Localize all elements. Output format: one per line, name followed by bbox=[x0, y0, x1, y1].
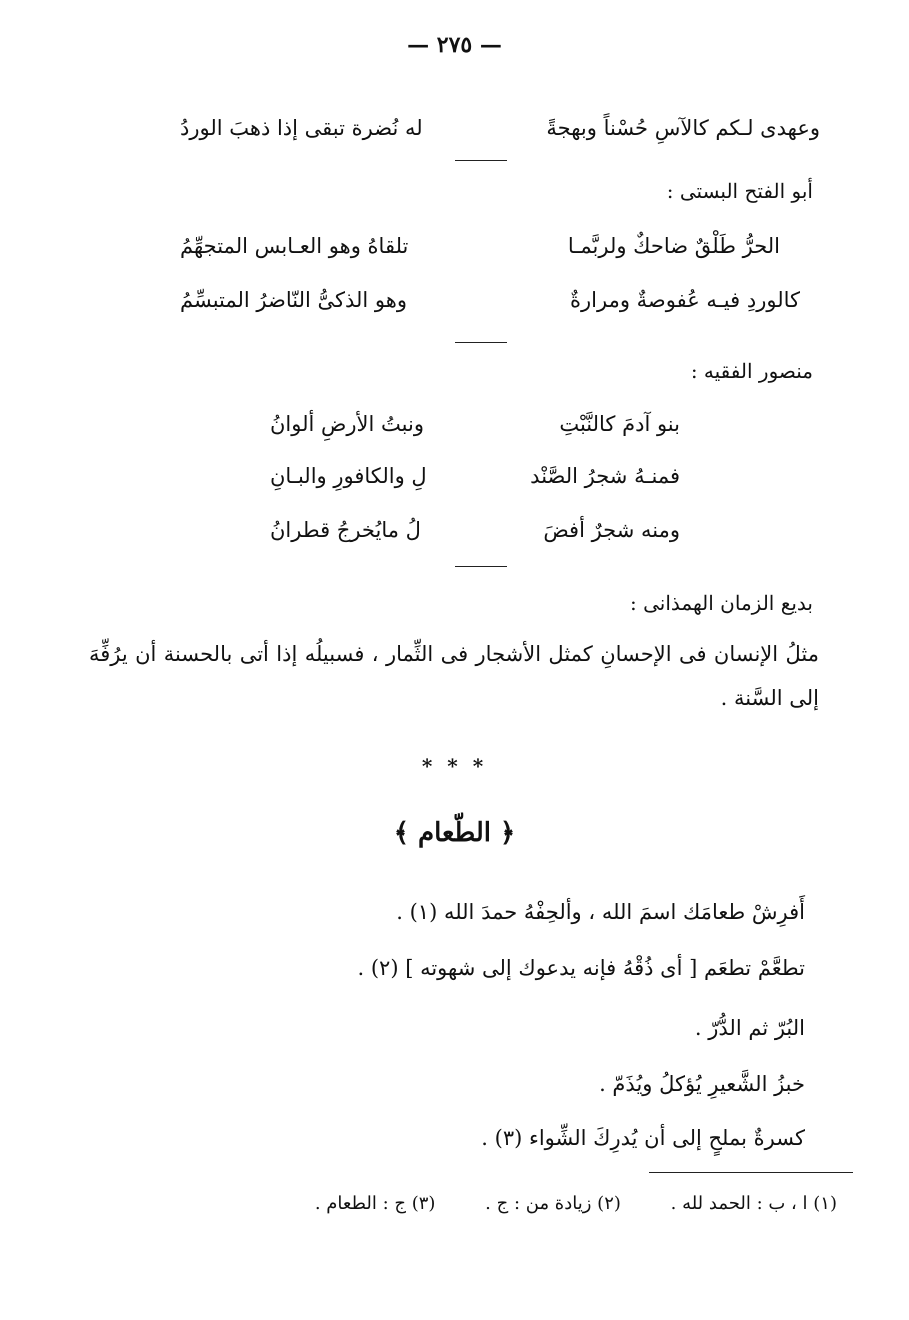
verse-second-hemistich: لِ والكافورِ والبـانِ bbox=[270, 464, 427, 488]
poet-name: أبو الفتح البستى : bbox=[666, 179, 813, 203]
footnote-3: (٣) ج : الطعام . bbox=[314, 1193, 436, 1214]
proverb-line: كسرةٌ بملحٍ إلى أن يُدرِكَ الشِّواء (٣) . bbox=[481, 1126, 805, 1150]
verse-second-hemistich: ونبتُ الأرضِ ألوانُ bbox=[270, 412, 424, 436]
verse-second-hemistich: وهو الذكىُّ النّاضرُ المتبسِّمُ bbox=[180, 288, 407, 312]
footnote-1: (١) ا ، ب : الحمد لله . bbox=[670, 1193, 837, 1214]
verse-line bbox=[270, 408, 680, 440]
verse-first-hemistich: فمنـهُ شجرُ الصَّنْد bbox=[530, 464, 680, 488]
verse-first-hemistich: بنو آدمَ كالنَّبْتِ bbox=[559, 412, 680, 436]
prose-paragraph: مثلُ الإنسان فى الإحسانِ كمثل الأشجار فى الثِّمار ، فسبيلُه إذا أتى بالحسنة أن يرُفِّهَ إلى السَّنة . bbox=[89, 642, 819, 710]
proverb-line: البُرّ ثم الدُّرّ . bbox=[694, 1016, 805, 1040]
verse-first-hemistich: ومنه شجرٌ أفضَ bbox=[543, 518, 680, 542]
poet-name: منصور الفقيه : bbox=[690, 359, 813, 383]
proverb-line: تطعَّمْ تطعَم [ أى ذُقْهُ فإنه يدعوك إلى شهوته ] (٢) . bbox=[357, 956, 805, 980]
verse-line bbox=[270, 460, 680, 492]
verse-second-hemistich: تلقاهُ وهو العـابس المتجهِّمُ bbox=[180, 234, 409, 258]
verse-line bbox=[180, 230, 780, 262]
proverb-line: خبزُ الشَّعيرِ يُؤكلُ ويُذَمّ . bbox=[599, 1072, 805, 1096]
proverb-line: أَفرِشْ طعامَك اسمَ الله ، وألحِفْهُ حمدَ الله (١) . bbox=[396, 900, 805, 924]
footnotes bbox=[271, 1190, 837, 1218]
section-divider bbox=[455, 160, 507, 161]
section-separator-stars: * * * bbox=[421, 754, 488, 778]
verse-second-hemistich: له نُضرة تبقى إذا ذهبَ الوردُ bbox=[180, 116, 423, 140]
page-number: — ٢٧٥ — bbox=[407, 32, 502, 58]
verse-first-hemistich: وعهدى لـكم كالآسِ حُسْناً وبهجةً bbox=[546, 116, 820, 140]
verse-first-hemistich: الحرُّ طَلْقٌ ضاحكٌ ولربَّمـا bbox=[567, 234, 780, 258]
footnote-2: (٢) زيادة من : ج . bbox=[485, 1193, 621, 1214]
verse-second-hemistich: لُ مايُخرجُ قطرانُ bbox=[270, 518, 421, 542]
opening-verse bbox=[180, 112, 820, 144]
section-divider bbox=[455, 342, 507, 343]
section-title: ﴿ الطّعام ﴾ bbox=[393, 818, 516, 848]
verse-line bbox=[180, 284, 800, 316]
verse-first-hemistich: كالوردِ فيـه عُفوصةٌ ومرارةٌ bbox=[570, 288, 800, 312]
section-divider bbox=[455, 566, 507, 567]
footnote-rule bbox=[649, 1172, 853, 1173]
poet-name: بديع الزمان الهمذانى : bbox=[630, 591, 813, 615]
verse-line bbox=[270, 514, 680, 546]
